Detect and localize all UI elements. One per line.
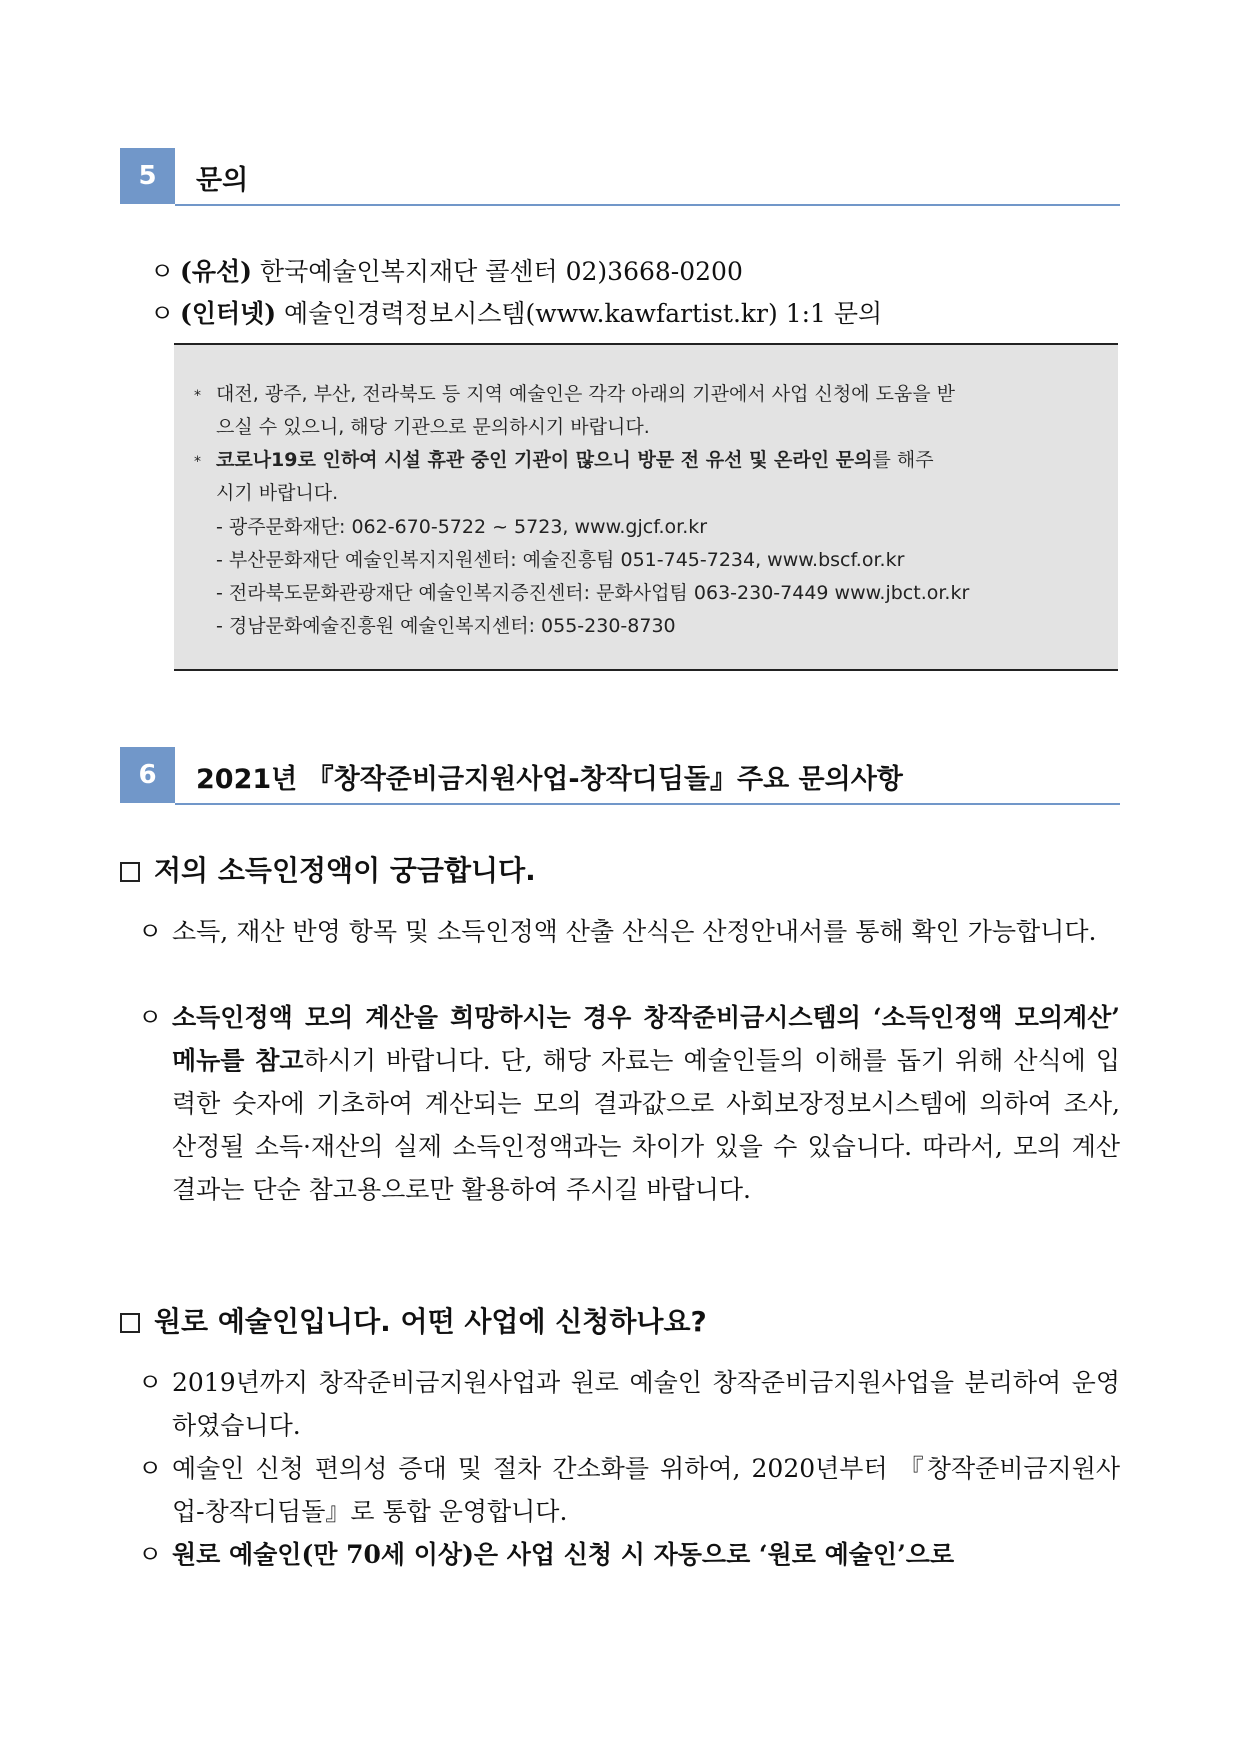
q1-paragraph-2 <box>138 996 1120 1211</box>
section-rule <box>175 204 1120 206</box>
paragraph-text <box>138 996 1120 1211</box>
note-1-line-2 <box>216 412 650 439</box>
bullet: ㅇ <box>138 917 163 946</box>
note-text: 를 해주 <box>872 449 934 471</box>
section-number: 6 <box>120 747 175 803</box>
phone-label: (유선) <box>180 257 252 286</box>
question-title: 원로 예술인입니다. 어떤 사업에 신청하나요? <box>154 1305 707 1338</box>
question-title: 저의 소득인정액이 궁금합니다. <box>154 854 536 887</box>
section-5-header <box>120 148 1120 206</box>
note-1-line-1 <box>194 379 955 406</box>
checkbox-icon <box>120 1313 140 1333</box>
contact-gyeongnam: - 경남문화예술진흥원 예술인복지센터: 055-230-8730 <box>216 615 676 637</box>
bullet: ㅇ <box>150 299 175 328</box>
q2-paragraph-3 <box>138 1533 1120 1576</box>
section-number: 5 <box>120 148 175 204</box>
q1-paragraph-1 <box>138 910 1120 953</box>
note-text: 대전, 광주, 부산, 전라북도 등 지역 예술인은 각각 아래의 기관에서 사업 신청에 도움을 받 <box>216 383 956 405</box>
section-6-header <box>120 747 1120 805</box>
contact-internet-line <box>150 294 882 330</box>
note-text: 으실 수 있으니, 해당 기관으로 문의하시기 바랍니다. <box>216 416 650 438</box>
section-title: 2021년 『창작준비금지원사업-창작디딤돌』주요 문의사항 <box>196 764 903 795</box>
paragraph-bold-text: 원로 예술인(만 70세 이상)은 사업 신청 시 자동으로 ‘원로 예술인’으로 <box>172 1540 955 1569</box>
bullet: ㅇ <box>138 1003 163 1032</box>
contact-busan: - 부산문화재단 예술인복지지원센터: 예술진흥팀 051-745-7234, www.bscf.or.kr <box>216 549 905 571</box>
regional-notes-box <box>174 343 1118 671</box>
paragraph-rest-text: 하시기 바랍니다. 단, 해당 자료는 예술인들의 이해를 돕기 위해 산식에 입력한 숫자에 기초하여 계산되는 모의 결과값으로 사회보장정보시스템에 의하여 조사, 산정될 소득·재산의 실제 소득인정액과는 차이가 있을 수 있습니다. 따라서, 모의 계산 결과는 단순 참고용으로만 활용하여 주시길 바랍니다. <box>172 1046 1120 1204</box>
paragraph-text: 2019년까지 창작준비금지원사업과 원로 예술인 창작준비금지원사업을 분리하여 운영하였습니다. <box>172 1368 1120 1440</box>
internet-text: 예술인경력정보시스템(www.kawfartist.kr) 1:1 문의 <box>276 299 883 328</box>
section-rule <box>175 803 1120 805</box>
note-2-line-1 <box>194 445 934 472</box>
contact-phone-line <box>150 252 743 288</box>
bullet: ㅇ <box>138 1368 163 1397</box>
question-2-heading <box>120 1300 707 1340</box>
bullet: ㅇ <box>150 257 175 286</box>
paragraph-text: 예술인 신청 편의성 증대 및 절차 간소화를 위하여, 2020년부터 『창작준비금지원사업-창작디딤돌』로 통합 운영합니다. <box>172 1454 1120 1526</box>
note-star: * <box>194 454 201 470</box>
phone-text: 한국예술인복지재단 콜센터 02)3668-0200 <box>251 257 743 286</box>
contact-jeonbuk: - 전라북도문화관광재단 예술인복지증진센터: 문화사업팀 063-230-7449 www.jbct.or.kr <box>216 582 970 604</box>
note-2-line-2 <box>216 478 338 505</box>
q2-paragraph-1 <box>138 1361 1120 1447</box>
section-title: 문의 <box>196 165 249 196</box>
paragraph-bold-text: 소득인정액 모의 계산을 희망하시는 경우 창작준비금시스템의 ‘소득인정액 모의계산’ 메뉴를 참고 <box>172 1003 1120 1075</box>
note-bold-text: 코로나19로 인하여 시설 휴관 중인 기관이 많으니 방문 전 유선 및 온라인 문의 <box>216 449 873 471</box>
q2-paragraph-2 <box>138 1447 1120 1533</box>
checkbox-icon <box>120 862 140 882</box>
bullet: ㅇ <box>138 1454 163 1483</box>
question-1-heading <box>120 849 536 889</box>
contact-gwangju: - 광주문화재단: 062-670-5722 ~ 5723, www.gjcf.or.kr <box>216 516 708 538</box>
internet-label: (인터넷) <box>180 299 277 328</box>
paragraph-text: 소득, 재산 반영 항목 및 소득인정액 산출 산식은 산정안내서를 통해 확인 가능합니다. <box>172 917 1097 946</box>
bullet: ㅇ <box>138 1540 163 1569</box>
note-text: 시기 바랍니다. <box>216 482 339 504</box>
note-star: * <box>194 388 201 404</box>
